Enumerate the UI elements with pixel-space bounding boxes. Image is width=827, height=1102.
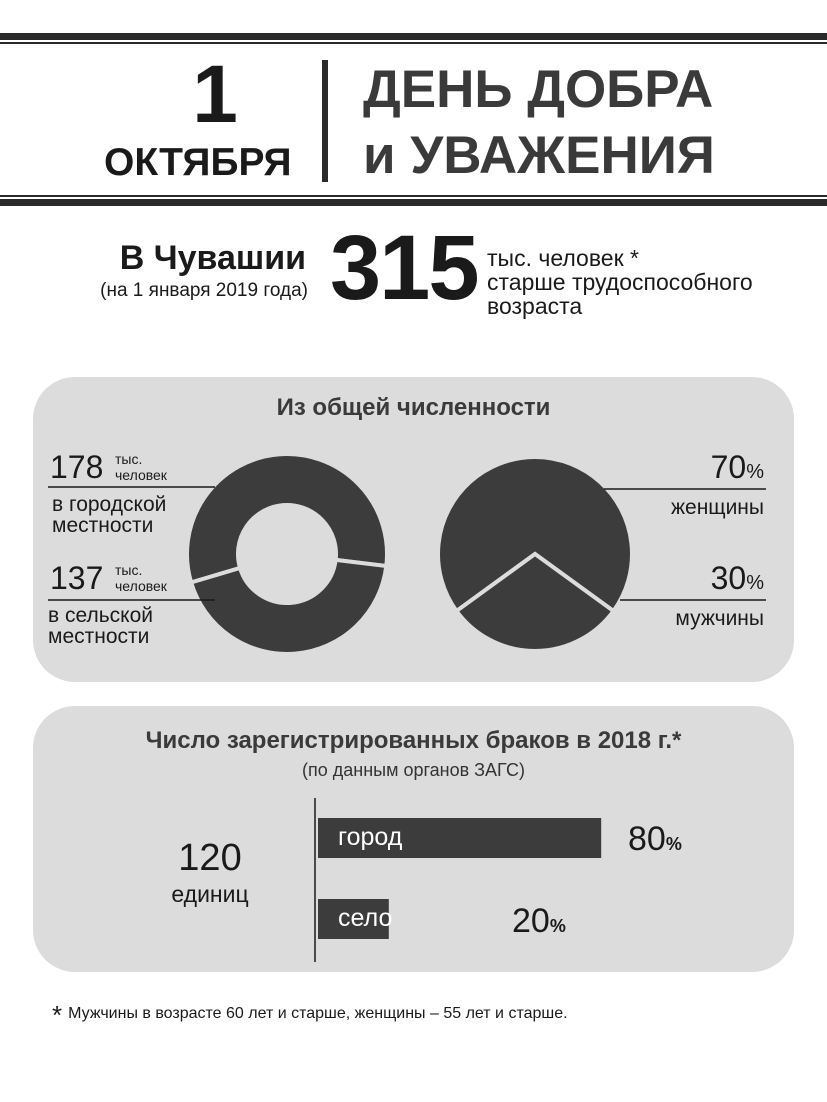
bar-value-village — [512, 902, 566, 941]
bar-value-city-sign: % — [665, 834, 682, 854]
bar-value-village-sign: % — [549, 916, 566, 936]
marriages-panel-subtitle: (по данным органов ЗАГС) — [302, 760, 525, 780]
header-title-line1: ДЕНЬ ДОБРА — [363, 60, 714, 119]
header-day: 1 — [192, 49, 238, 140]
as-of-date: (на 1 января 2019 года) — [100, 280, 308, 301]
bar-value-city-number: 80 — [628, 820, 666, 858]
stat-note-line1: тыс. человек * — [487, 245, 639, 271]
women-percent-sign: % — [746, 461, 764, 483]
population-panel-title: Из общей численности — [276, 394, 551, 421]
header-month: ОКТЯБРЯ — [104, 141, 292, 184]
urban-unit-line2: человек — [115, 467, 167, 483]
bar-label-city: город — [338, 823, 403, 851]
women-label: женщины — [670, 496, 764, 519]
bar-value-village-number: 20 — [512, 902, 550, 940]
urban-label-line1: в городской — [52, 493, 167, 516]
stat-note-line3: возраста — [487, 293, 583, 319]
marriages-panel-title: Число зарегистрированных браков в 2018 г.* — [145, 727, 682, 754]
bar-value-city — [628, 820, 682, 859]
rural-unit-line1: тыс. — [115, 562, 143, 578]
rural-label-line1: в сельской — [48, 604, 153, 627]
footnote-text: Мужчины в возрасте 60 лет и старше, женщины – 55 лет и старше. — [68, 1005, 568, 1022]
rural-unit-line2: человек — [115, 578, 167, 594]
header-title-line2: и УВАЖЕНИЯ — [363, 126, 715, 185]
men-percent-sign: % — [746, 572, 764, 594]
rural-value: 137 — [50, 560, 104, 596]
region-name: В Чувашии — [119, 239, 306, 277]
men-percent-value: 30 — [710, 560, 747, 596]
rural-label-line2: местности — [48, 625, 150, 648]
footnote-star: * — [52, 1000, 63, 1030]
marriages-total-unit: единиц — [171, 881, 249, 907]
bar-label-village: село — [338, 904, 393, 932]
marriages-total-value: 120 — [178, 837, 242, 879]
urban-value: 178 — [50, 449, 104, 485]
big-number: 315 — [330, 217, 478, 319]
men-label: мужчины — [675, 607, 764, 630]
footnote — [52, 1000, 812, 1030]
women-percent-value: 70 — [710, 449, 747, 485]
stat-note-line2: старше трудоспособного — [487, 269, 753, 295]
urban-unit-line1: тыс. — [115, 451, 143, 467]
urban-label-line2: местности — [52, 514, 154, 537]
